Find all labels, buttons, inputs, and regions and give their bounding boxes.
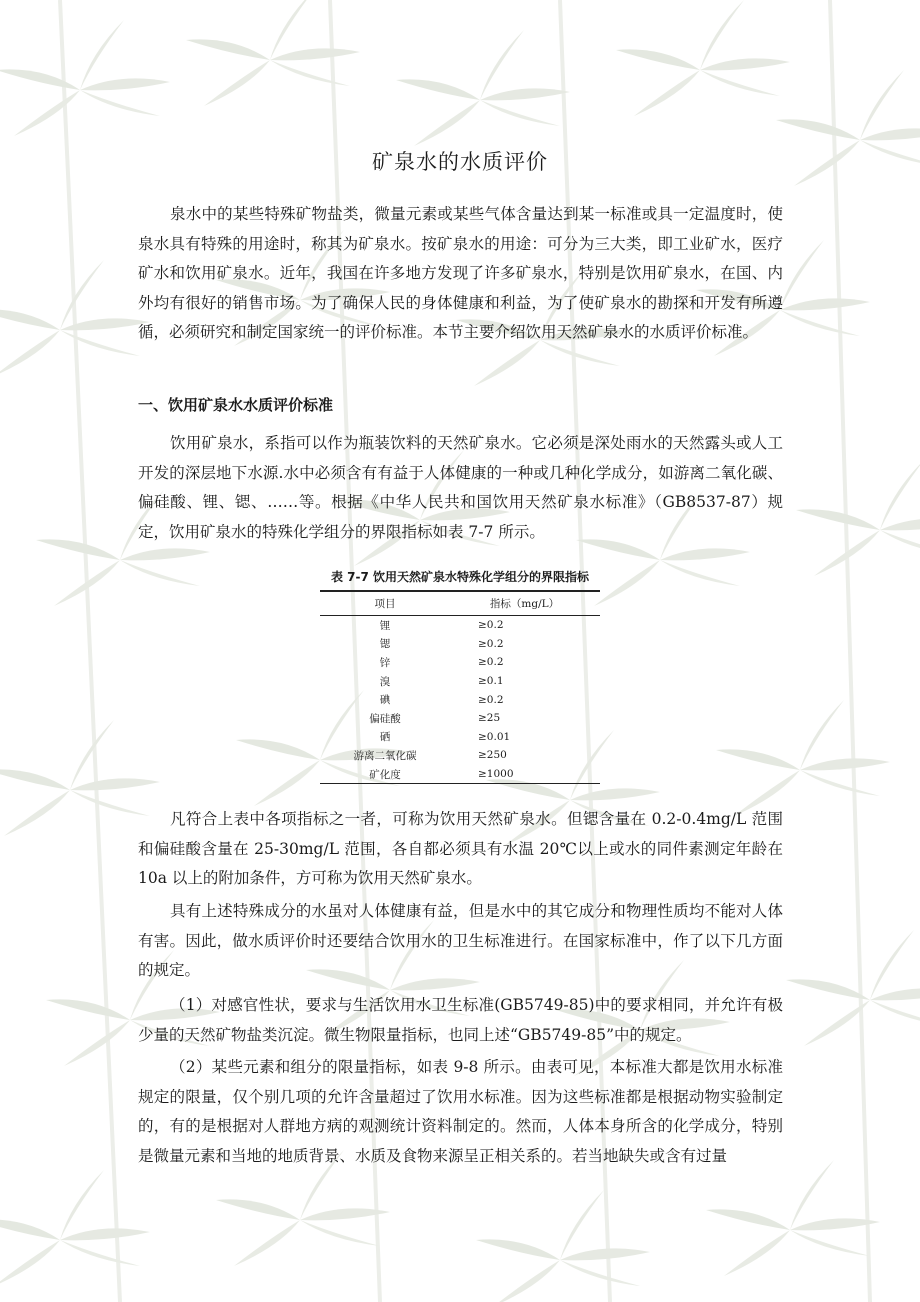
table-row [320,746,600,765]
row-item: 锌 [379,656,391,669]
document-title: 矿泉水的水质评价 [372,150,548,174]
table-row [320,765,600,784]
header-limit: 指标（mg/L） [450,591,600,616]
row-limit: ≥0.2 [478,637,504,650]
list-item-1: （1）对感官性状，要求与生活饮用水卫生标准(GB5749-85)中的要求相同，并允许有极少量的天然矿物盐类沉淀。微生物限量指标，也同上述“GB5749-85”中的规定。 [138,996,783,1044]
row-item: 硒 [379,731,391,744]
list-item-2: （2）某些元素和组分的限量指标，如表 9-8 所示。由表可见，本标准大都是饮用水标准规定的限量，仅个别几项的允许含量超过了饮用水标准。因为这些标准都是根据动物实验制定的，有的是根据对人群地方病的观测统计资料制定的。然而，人体本身所含的化学成分，特别是微量元素和当地的地质背景、水质及食物来源呈正相关系的。若当地缺失或含有过量 [138,1058,783,1165]
row-limit: ≥0.2 [478,656,504,669]
intro-paragraph: 泉水中的某些特殊矿物盐类，微量元素或某些气体含量达到某一标准或具一定温度时，使泉水具有特殊的用途时，称其为矿泉水。按矿泉水的用途：可分为三大类，即工业矿水，医疗矿水和饮用矿泉水。近年，我国在许多地方发现了许多矿泉水，特别是饮用矿泉水，在国、内外均有很好的销售市场。为了确保人民的身体健康和利益，为了使矿泉水的勘探和开发有所遵循，必须研究和制定国家统一的评价标准。本节主要介绍饮用天然矿泉水的水质评价标准。 [138,205,783,342]
table-row [320,690,600,709]
table-row [320,616,600,635]
row-item: 游离二氧化碳 [353,749,417,762]
row-limit: ≥0.2 [478,693,504,706]
section-paragraph: 饮用矿泉水，系指可以作为瓶装饮料的天然矿泉水。它必须是深处雨水的天然露头或人工开发的深层地下水源.水中必须含有有益于人体健康的一种或几种化学成分，如游离二氧化碳、偏硅酸、锂、锶、……等。根据《中华人民共和国饮用天然矿泉水标准》（GB8537-87）规定，饮用矿泉水的特殊化学组分的界限指标如表 7-7 所示。 [138,434,783,541]
table-caption: 表 7-7 饮用天然矿泉水特殊化学组分的界限指标 [330,570,590,584]
row-limit: ≥0.1 [478,675,504,688]
row-limit: ≥25 [478,712,501,725]
table-header-row [320,591,600,616]
section-heading: 一、饮用矿泉水水质评价标准 [138,396,334,414]
limits-table [320,590,600,784]
table-row [320,709,600,728]
row-limit: ≥1000 [478,768,514,781]
row-item: 碘 [379,694,391,707]
row-item: 锶 [379,638,391,651]
header-item: 项目 [320,591,450,616]
row-item: 锂 [379,619,391,632]
table-row [320,653,600,672]
table-row [320,635,600,654]
table-row [320,672,600,691]
row-item: 溴 [379,675,391,688]
row-item: 矿化度 [369,768,401,781]
paragraph-after-table-1: 凡符合上表中各项指标之一者，可称为饮用天然矿泉水。但锶含量在 0.2-0.4mg/L 范围和偏硅酸含量在 25-30mg/L 范围，各自都必须具有水温 20℃以上或水的同件素测定年龄在 10a 以上的附加条件，方可称为饮用天然矿泉水。 [138,810,783,888]
table-row [320,728,600,747]
row-limit: ≥0.2 [478,619,504,632]
paragraph-after-table-2: 具有上述特殊成分的水虽对人体健康有益，但是水中的其它成分和物理性质均不能对人体有害。因此，做水质评价时还要结合饮用水的卫生标准进行。在国家标准中，作了以下几方面的规定。 [138,902,783,980]
row-limit: ≥250 [478,749,507,762]
row-item: 偏硅酸 [369,712,401,725]
row-limit: ≥0.01 [478,730,511,743]
